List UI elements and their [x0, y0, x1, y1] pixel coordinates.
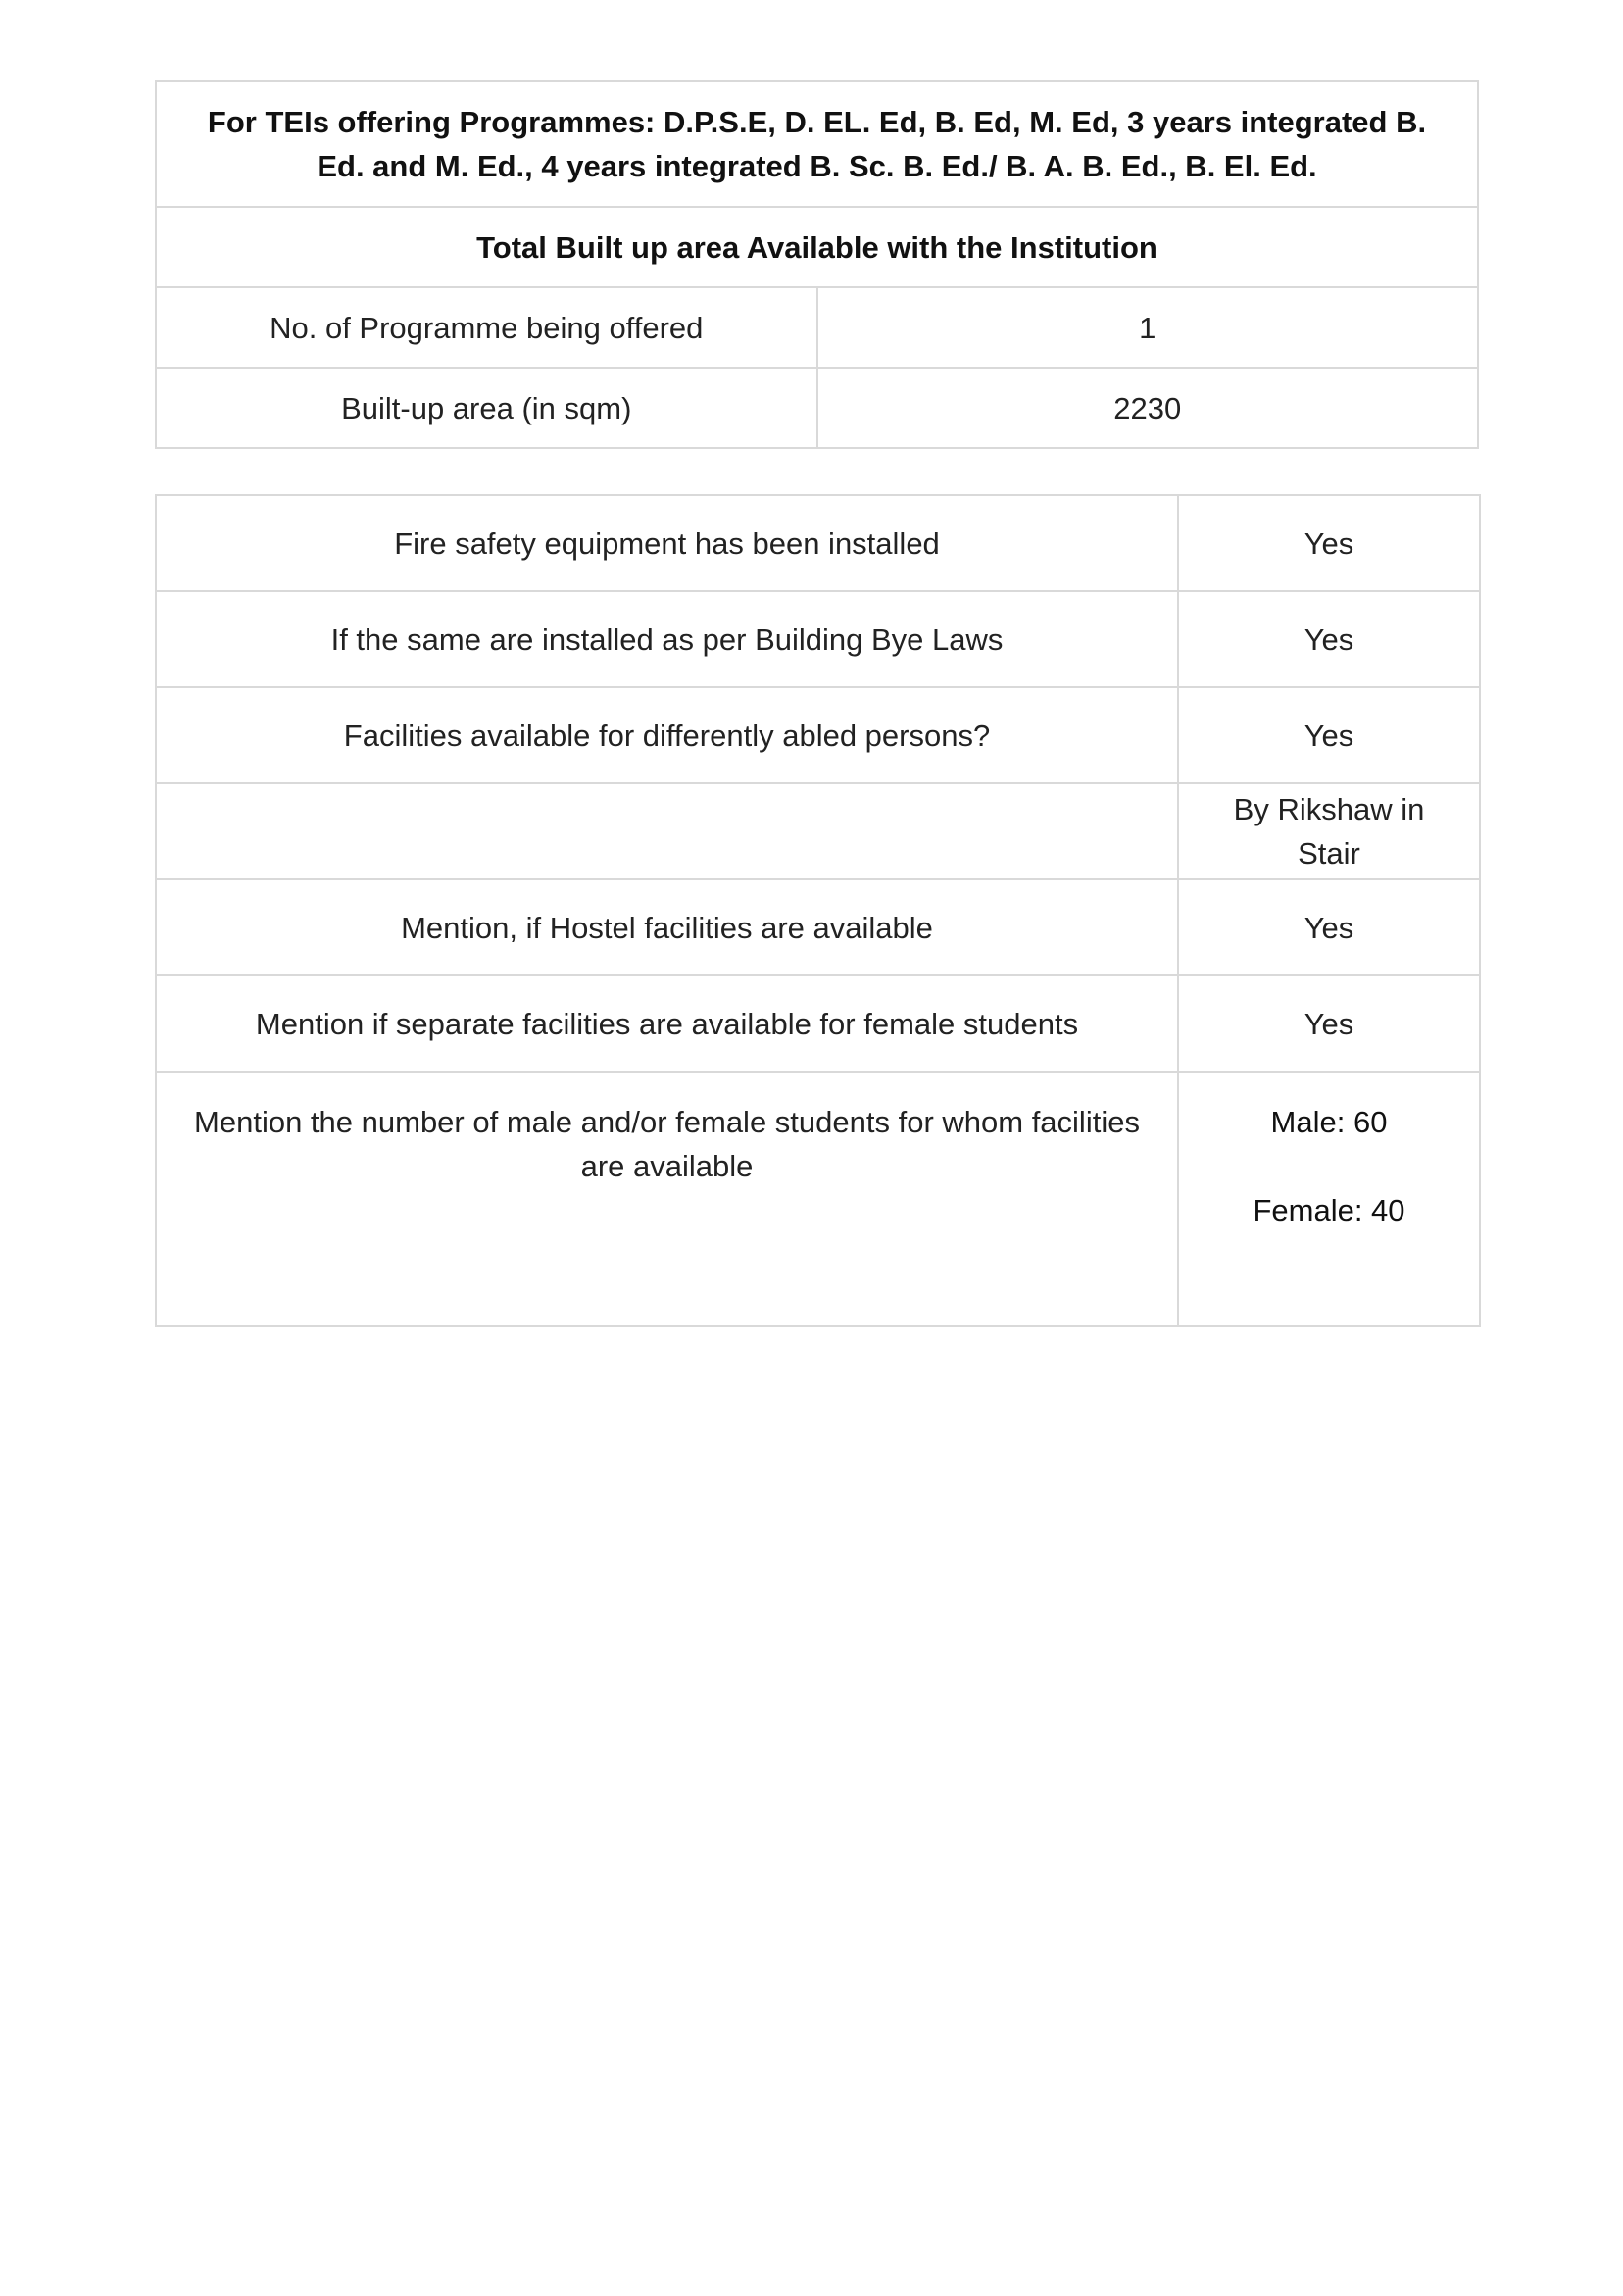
bye-laws-label: If the same are installed as per Building Bye Laws: [156, 591, 1178, 687]
bye-laws-value: Yes: [1178, 591, 1480, 687]
table-row: [156, 287, 1478, 368]
table-row: [156, 591, 1480, 687]
fire-safety-label: Fire safety equipment has been installed: [156, 495, 1178, 591]
fire-safety-value: Yes: [1178, 495, 1480, 591]
differently-abled-value: Yes: [1178, 687, 1480, 783]
built-up-area-value: 2230: [817, 368, 1479, 448]
female-facilities-value: Yes: [1178, 975, 1480, 1072]
programmes-title: For TEIs offering Programmes: D.P.S.E, D. EL. Ed, B. Ed, M. Ed, 3 years integrated B. Ed. and M. Ed., 4 years integrated B. Sc. B. Ed./ B. A. B. Ed., B. El. Ed.: [156, 81, 1478, 207]
student-count-label: Mention the number of male and/or female students for whom facilities are available: [156, 1072, 1178, 1326]
table-row: [156, 975, 1480, 1072]
male-count: Male: 60: [1270, 1105, 1388, 1139]
accessibility-detail-label: [156, 783, 1178, 879]
female-facilities-label: Mention if separate facilities are available for female students: [156, 975, 1178, 1072]
accessibility-detail-value: By Rikshaw in Stair: [1178, 783, 1480, 879]
female-count: Female: 40: [1253, 1193, 1405, 1227]
table-row: [156, 495, 1480, 591]
hostel-value: Yes: [1178, 879, 1480, 975]
programme-count-label: No. of Programme being offered: [156, 287, 817, 368]
built-up-area-label: Built-up area (in sqm): [156, 368, 817, 448]
built-area-heading: Total Built up area Available with the Institution: [156, 207, 1478, 287]
table-row: [156, 879, 1480, 975]
facilities-table: [155, 494, 1481, 1327]
differently-abled-label: Facilities available for differently abled persons?: [156, 687, 1178, 783]
table-row: [156, 1072, 1480, 1326]
programme-count-value: 1: [817, 287, 1479, 368]
table-row: [156, 783, 1480, 879]
table-row: [156, 368, 1478, 448]
student-count-value: [1178, 1072, 1480, 1326]
table-row: [156, 687, 1480, 783]
built-area-table: [155, 80, 1479, 449]
hostel-label: Mention, if Hostel facilities are available: [156, 879, 1178, 975]
